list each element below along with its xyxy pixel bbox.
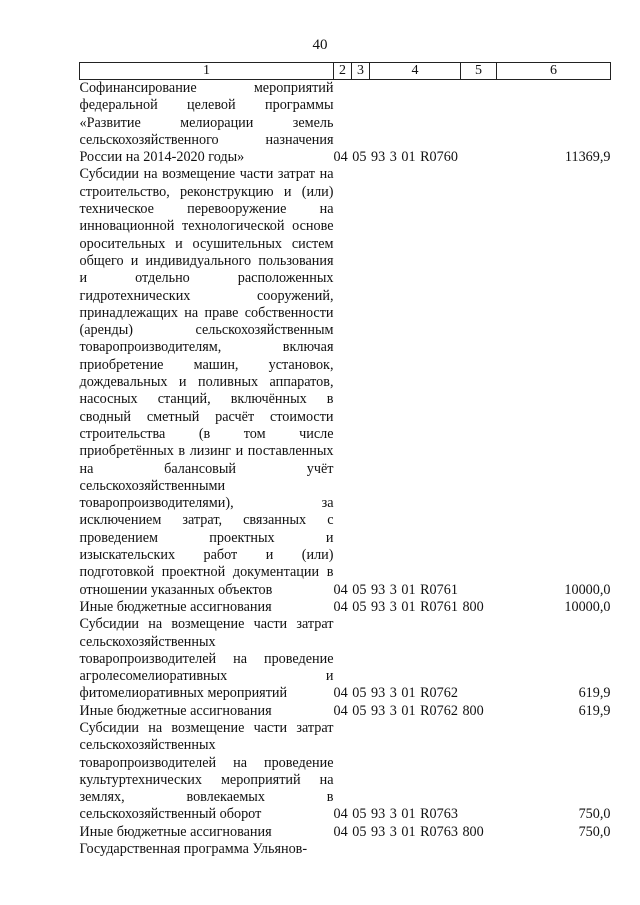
row-name: Иные бюджетные ассигнования: [79, 823, 272, 840]
row-name: Иные бюджетные ассигнования: [79, 598, 272, 615]
row-code: 04 05 93 3 01 R0761 800: [333, 598, 484, 615]
table-row: [80, 616, 611, 702]
row-amount: 750,0: [578, 823, 611, 840]
table-row: [80, 703, 611, 720]
row-amount: 11369,9: [564, 149, 611, 166]
budget-table: [79, 62, 611, 858]
header-col-1: 1: [80, 63, 334, 80]
row-name: Субсидии на возмещение части затрат сельскохозяйственных товаропроизводителей на проведение агролесомелиоративных и фитомелиоративных мероприятий: [79, 616, 334, 702]
row-amount: 750,0: [578, 806, 611, 823]
row-code: 04 05 93 3 01 R0763: [333, 806, 458, 823]
header-col-2: 2: [334, 63, 352, 80]
row-code: [334, 841, 497, 858]
page-number: 40: [312, 37, 328, 53]
header-col-6: 6: [497, 63, 611, 80]
row-code: 04 05 93 3 01 R0762 800: [333, 702, 484, 719]
header-col-5: 5: [461, 63, 497, 80]
row-name: Иные бюджетные ассигнования: [79, 702, 272, 719]
row-amount: 619,9: [578, 685, 611, 702]
table-row: [80, 166, 611, 598]
row-name: Государственная программа Ульянов-: [79, 841, 308, 858]
row-amount: [497, 841, 611, 858]
table-row: [80, 599, 611, 616]
row-code: 04 05 93 3 01 R0760: [333, 149, 458, 166]
row-code: 04 05 93 3 01 R0761: [333, 581, 458, 598]
table-header: [80, 63, 611, 80]
row-code: 04 05 93 3 01 R0762: [333, 685, 458, 702]
row-amount: 10000,0: [564, 598, 611, 615]
row-amount: 10000,0: [564, 581, 611, 598]
row-name: Субсидии на возмещение части затрат на строительство, реконструкцию и (или) техническое перевооружение на инновационной технологической основе оросительных и осушительных систем общего и индивидуального пользования и отдельно расположенных гидротехнических сооружений, принадлежащих на праве собственности (аренды) сельскохозяйственным товаропроизводителям, включая приобретение машин, установок, дождевальных и поливных аппаратов, насосных станций, включённых в сводный сметный расчёт стоимости строительства (в том числе приобретённых в лизинг и поставленных на балансовый учёт сельскохозяйственными товаропроизводителями), за исключением затрат, связанных с проведением проектных и изыскательских работ и (или) подготовкой проектной документации в отношении указанных объектов: [79, 166, 334, 598]
table-row: [80, 80, 611, 167]
table-row: [80, 720, 611, 824]
row-name: Софинансирование мероприятий федеральной целевой программы «Развитие мелиорации земель сельскохозяйственного назначения России на 2014-2020 годы»: [79, 80, 334, 166]
row-code: 04 05 93 3 01 R0763 800: [333, 823, 484, 840]
header-col-3: 3: [352, 63, 370, 80]
table-row: [80, 824, 611, 841]
table-row: [80, 841, 611, 858]
header-col-4: 4: [370, 63, 461, 80]
row-amount: 619,9: [578, 702, 611, 719]
row-name: Субсидии на возмещение части затрат сельскохозяйственных товаропроизводителей на проведение культуртехнических мероприятий на землях, вовлекаемых в сельскохозяйственный оборот: [79, 719, 334, 823]
